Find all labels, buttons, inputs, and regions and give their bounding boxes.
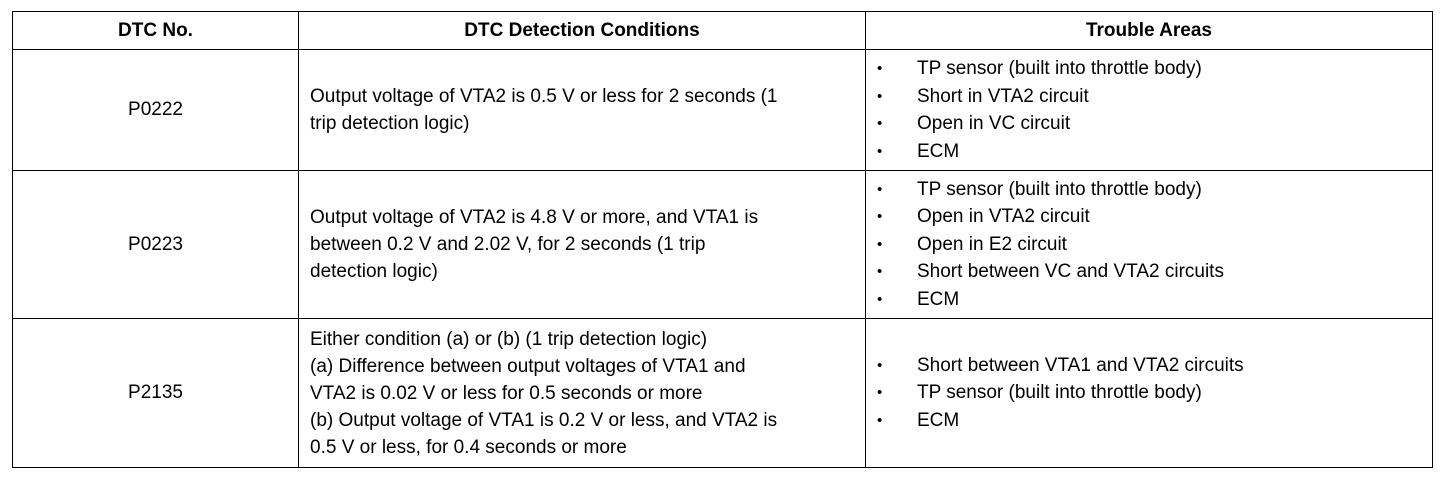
bullet-icon: •	[877, 356, 883, 374]
list-item	[875, 258, 1426, 286]
table-row	[13, 319, 1433, 468]
trouble-area-list	[875, 176, 1426, 314]
table-row	[13, 171, 1433, 319]
list-item	[875, 352, 1426, 380]
condition-line: Either condition (a) or (b) (1 trip detection logic)	[310, 328, 708, 350]
trouble-areas	[866, 50, 1433, 171]
header-detection-conditions: DTC Detection Conditions	[299, 12, 866, 50]
header-dtc-no: DTC No.	[13, 12, 299, 50]
trouble-area-text: Open in VC circuit	[917, 113, 1071, 134]
condition-line: VTA2 is 0.02 V or less for 0.5 seconds or more	[310, 382, 703, 404]
trouble-area-text: ECM	[917, 288, 960, 310]
bullet-icon: •	[877, 180, 883, 198]
condition-line: (b) Output voltage of VTA1 is 0.2 V or less, and VTA2 is	[310, 409, 778, 431]
table-header-row	[13, 12, 1433, 50]
trouble-area-text: Short between VTA1 and VTA2 circuits	[917, 354, 1244, 376]
bullet-icon: •	[877, 411, 883, 429]
trouble-area-text: Short in VTA2 circuit	[917, 85, 1089, 107]
list-item	[875, 286, 1426, 314]
detection-condition	[299, 50, 866, 171]
dtc-code: P0222	[13, 50, 299, 171]
table-row	[13, 50, 1433, 171]
bullet-icon: •	[877, 290, 883, 308]
dtc-code: P0223	[13, 171, 299, 319]
trouble-area-text: ECM	[917, 409, 960, 431]
list-item	[875, 203, 1426, 231]
list-item	[875, 55, 1426, 83]
trouble-area-list	[875, 55, 1426, 165]
condition-line: 0.5 V or less, for 0.4 seconds or more	[310, 436, 627, 458]
list-item	[875, 138, 1426, 166]
trouble-areas	[866, 171, 1433, 319]
list-item	[875, 176, 1426, 204]
dtc-table	[12, 11, 1433, 468]
bullet-icon: •	[877, 263, 883, 281]
trouble-area-text: TP sensor (built into throttle body)	[917, 382, 1202, 404]
list-item	[875, 379, 1426, 407]
trouble-area-list	[875, 352, 1426, 435]
bullet-icon: •	[877, 115, 883, 132]
detection-condition	[299, 171, 866, 319]
bullet-icon: •	[877, 60, 883, 77]
condition-line: Output voltage of VTA2 is 4.8 V or more, and VTA1 is	[310, 207, 759, 228]
condition-line: trip detection logic)	[310, 113, 470, 134]
trouble-area-text: TP sensor (built into throttle body)	[917, 58, 1202, 79]
list-item	[875, 231, 1426, 259]
bullet-icon: •	[877, 235, 883, 253]
trouble-area-text: Short between VC and VTA2 circuits	[917, 261, 1224, 283]
condition-line: detection logic)	[310, 261, 438, 282]
dtc-code: P2135	[13, 319, 299, 468]
trouble-areas	[866, 319, 1433, 468]
trouble-area-text: Open in VTA2 circuit	[917, 206, 1090, 228]
detection-condition	[299, 319, 866, 468]
bullet-icon: •	[877, 384, 883, 402]
list-item	[875, 83, 1426, 111]
bullet-icon: •	[877, 87, 883, 105]
condition-line: between 0.2 V and 2.02 V, for 2 seconds (1 trip	[310, 234, 706, 255]
trouble-area-text: Open in E2 circuit	[917, 233, 1067, 255]
list-item	[875, 407, 1426, 435]
list-item	[875, 110, 1426, 138]
trouble-area-text: TP sensor (built into throttle body)	[917, 178, 1202, 200]
condition-line: Output voltage of VTA2 is 0.5 V or less for 2 seconds (1	[310, 86, 778, 107]
bullet-icon: •	[877, 142, 883, 160]
header-trouble-areas: Trouble Areas	[866, 12, 1433, 50]
trouble-area-text: ECM	[917, 140, 960, 162]
bullet-icon: •	[877, 208, 883, 226]
condition-line: (a) Difference between output voltages of VTA1 and	[310, 355, 746, 377]
